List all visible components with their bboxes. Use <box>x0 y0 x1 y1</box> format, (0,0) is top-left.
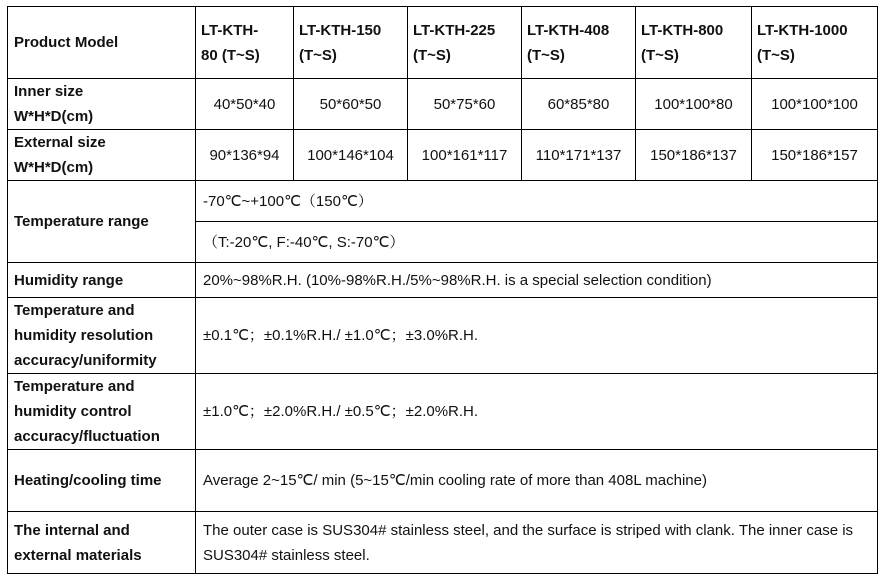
humidity-range-row <box>8 263 878 298</box>
external-size-value: 90*136*94 <box>196 130 294 181</box>
materials-value: The outer case is SUS304# stainless steel, and the surface is striped with clank. The inner case is SUS304# stainless steel. <box>196 512 878 574</box>
control-label: Temperature and humidity control accuracy/fluctuation <box>8 374 196 450</box>
model-cell: LT-KTH-150 (T~S) <box>294 7 408 79</box>
spec-table <box>7 6 878 574</box>
temperature-range-classes: （T:-20℃, F:-40℃, S:-70℃） <box>196 222 878 263</box>
external-size-label: External size W*H*D(cm) <box>8 130 196 181</box>
model-cell: LT-KTH-800 (T~S) <box>636 7 752 79</box>
external-size-value: 150*186*157 <box>752 130 878 181</box>
control-value: ±1.0℃；±2.0%R.H./ ±0.5℃；±2.0%R.H. <box>196 374 878 450</box>
external-size-value: 110*171*137 <box>522 130 636 181</box>
model-cell: LT-KTH-225 (T~S) <box>408 7 522 79</box>
inner-size-value: 100*100*80 <box>636 79 752 130</box>
humidity-range-label: Humidity range <box>8 263 196 298</box>
inner-size-label: Inner size W*H*D(cm) <box>8 79 196 130</box>
inner-size-value: 100*100*100 <box>752 79 878 130</box>
temperature-range-label: Temperature range <box>8 181 196 263</box>
inner-size-value: 40*50*40 <box>196 79 294 130</box>
resolution-label: Temperature and humidity resolution accuracy/uniformity <box>8 298 196 374</box>
materials-row <box>8 512 878 574</box>
external-size-value: 150*186*137 <box>636 130 752 181</box>
temperature-range-row <box>8 181 878 222</box>
temperature-range-value: -70℃~+100℃（150℃） <box>196 181 878 222</box>
materials-label: The internal and external materials <box>8 512 196 574</box>
heating-cooling-label: Heating/cooling time <box>8 450 196 512</box>
external-size-value: 100*146*104 <box>294 130 408 181</box>
inner-size-value: 50*60*50 <box>294 79 408 130</box>
heating-cooling-row <box>8 450 878 512</box>
control-row <box>8 374 878 450</box>
product-model-label: Product Model <box>8 7 196 79</box>
resolution-row <box>8 298 878 374</box>
heating-cooling-value: Average 2~15℃/ min (5~15℃/min cooling rate of more than 408L machine) <box>196 450 878 512</box>
inner-size-value: 50*75*60 <box>408 79 522 130</box>
model-cell: LT-KTH-408 (T~S) <box>522 7 636 79</box>
inner-size-value: 60*85*80 <box>522 79 636 130</box>
external-size-value: 100*161*117 <box>408 130 522 181</box>
humidity-range-value: 20%~98%R.H. (10%-98%R.H./5%~98%R.H. is a special selection condition) <box>196 263 878 298</box>
header-row <box>8 7 878 79</box>
model-cell: LT-KTH- 80 (T~S) <box>196 7 294 79</box>
external-size-row <box>8 130 878 181</box>
resolution-value: ±0.1℃；±0.1%R.H./ ±1.0℃；±3.0%R.H. <box>196 298 878 374</box>
model-cell: LT-KTH-1000 (T~S) <box>752 7 878 79</box>
inner-size-row <box>8 79 878 130</box>
